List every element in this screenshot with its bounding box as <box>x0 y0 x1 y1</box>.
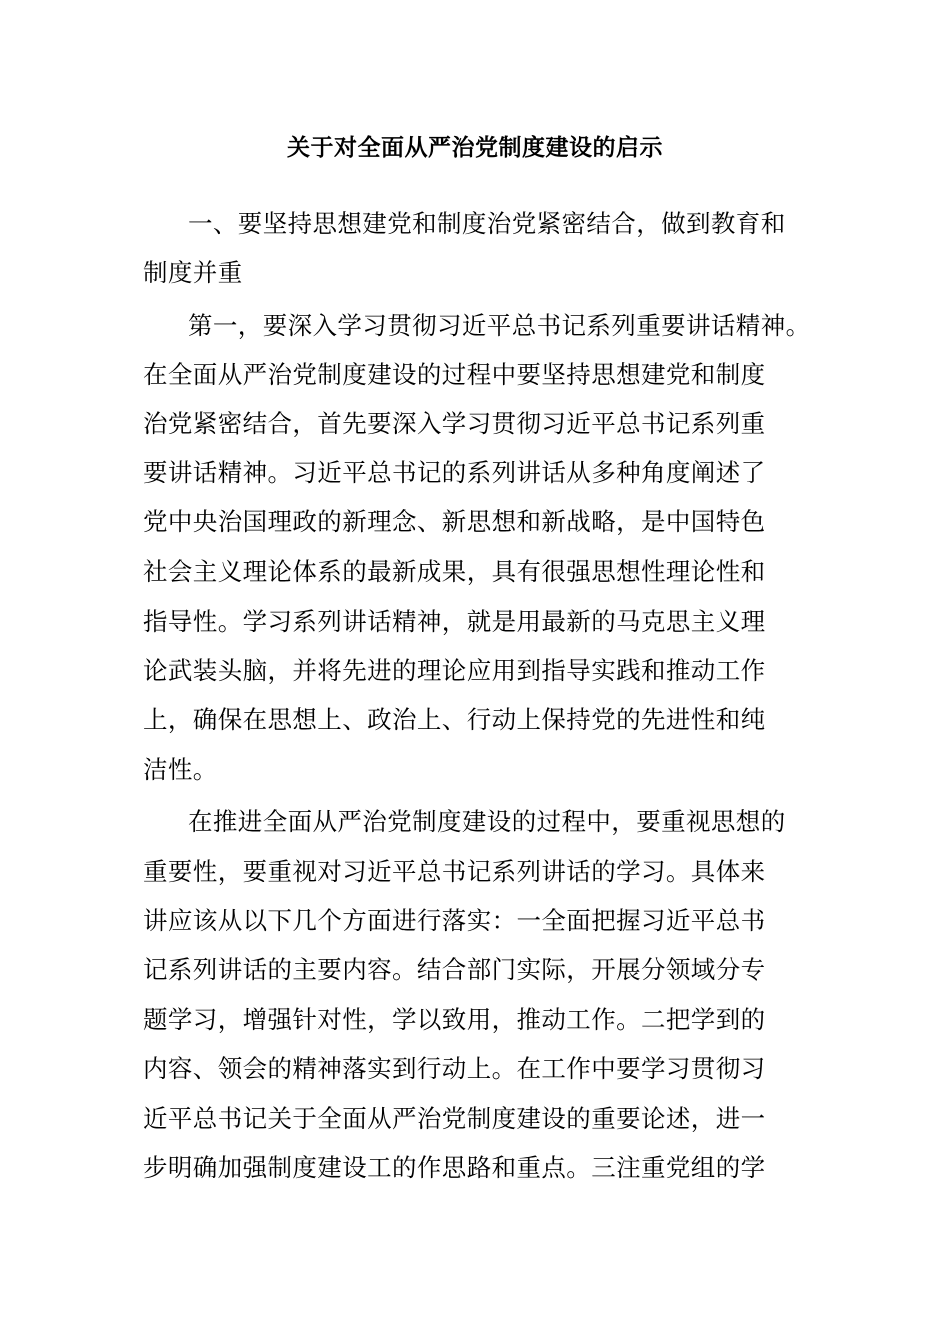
paragraph-line: 指导性。学习系列讲话精神，就是用最新的马克思主义理 <box>143 607 766 636</box>
paragraph-line: 在推进全面从严治党制度建设的过程中，要重视思想的 <box>188 807 786 836</box>
paragraph-line: 讲应该从以下几个方面进行落实：一全面把握习近平总书 <box>143 906 766 935</box>
paragraph-line: 治党紧密结合，首先要深入学习贯彻习近平总书记系列重 <box>143 409 766 438</box>
paragraph-line: 在全面从严治党制度建设的过程中要坚持思想建党和制度 <box>143 360 766 389</box>
section-heading-line: 制度并重 <box>143 258 243 287</box>
paragraph-line: 社会主义理论体系的最新成果，具有很强思想性理论性和 <box>143 557 766 586</box>
paragraph-line: 要讲话精神。习近平总书记的系列讲话从多种角度阐述了 <box>143 458 766 487</box>
paragraph-line: 党中央治国理政的新理念、新思想和新战略，是中国特色 <box>143 507 766 536</box>
paragraph-line: 重要性，要重视对习近平总书记系列讲话的学习。具体来 <box>143 857 766 886</box>
paragraph-line: 论武装头脑，并将先进的理论应用到指导实践和推动工作 <box>143 656 766 685</box>
paragraph-line: 记系列讲话的主要内容。结合部门实际，开展分领域分专 <box>143 955 766 984</box>
paragraph-line: 洁性。 <box>143 755 218 784</box>
paragraph-line: 上，确保在思想上、政治上、行动上保持党的先进性和纯 <box>143 705 766 734</box>
paragraph-line: 步明确加强制度建设工的作思路和重点。三注重党组的学 <box>143 1153 766 1182</box>
paragraph-line: 题学习，增强针对性，学以致用，推动工作。二把学到的 <box>143 1005 766 1034</box>
paragraph-line: 近平总书记关于全面从严治党制度建设的重要论述，进一 <box>143 1104 766 1133</box>
paragraph-line: 第一，要深入学习贯彻习近平总书记系列重要讲话精神。 <box>188 311 811 340</box>
document-title: 关于对全面从严治党制度建设的启示 <box>287 135 663 161</box>
section-heading-line: 一、要坚持思想建党和制度治党紧密结合，做到教育和 <box>188 209 786 238</box>
paragraph-line: 内容、领会的精神落实到行动上。在工作中要学习贯彻习 <box>143 1054 766 1083</box>
